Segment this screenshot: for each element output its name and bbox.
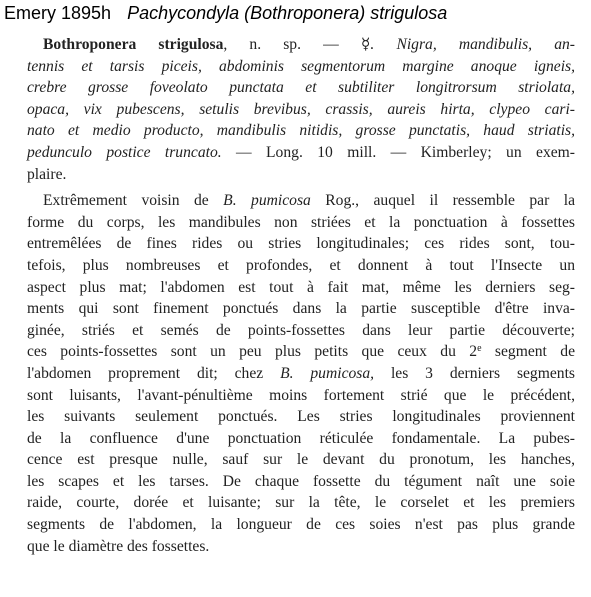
worker-caste-symbol: ☿: [360, 36, 371, 53]
text-line: tefois, plus nombreuses et profondes, et donnent à tout l'Insecte un: [27, 256, 575, 274]
text-line: tennis et tarsis piceis, abdominis segmentorum margine anoque igneis,: [27, 57, 575, 75]
header: [4, 3, 584, 29]
superscript: e: [477, 343, 482, 355]
taxon-title: Pachycondyla (Bothroponera) strigulosa: [127, 3, 448, 23]
scanned-text: [27, 34, 575, 557]
text-run: B. pumicosa: [223, 192, 311, 210]
text-run: Rog., auquel il ressemble par la: [310, 192, 575, 210]
text-line: segments de l'abdomen, la longueur de ces soies n'est pas plus grande: [27, 516, 575, 534]
text-run: , n. sp. —: [223, 36, 361, 53]
text-line: sont luisants, l'avant-pénultième moins fortement strié que le précédent,: [27, 386, 575, 404]
text-line: crebre grosse foveolato punctata et subtiliter longitrorsum striolata,: [27, 79, 575, 97]
text-run: segment de: [481, 343, 575, 361]
text-line: [27, 341, 575, 363]
text-run: l'abdomen proprement dit; chez: [27, 364, 281, 382]
text-run: — Long. 10 mill. — Kimberley; un exem-: [221, 143, 575, 161]
text-line: [27, 190, 575, 212]
text-run: pedunculo postice truncato.: [27, 143, 222, 161]
text-line: forme du corps, les mandibules non striées et la ponctuation à fossettes: [27, 213, 575, 231]
text-run: Extrêmement voisin de: [43, 192, 224, 210]
text-line: ments qui sont finement ponctués dans la partie susceptible d'être inva-: [27, 300, 575, 318]
text-line: entremêlées de fines rides ou stries longitudinales; ces rides sont, tou-: [27, 235, 575, 253]
text-line: opaca, vix pubescens, setulis brevibus, crassis, aureis hirta, clypeo cari-: [27, 100, 575, 118]
text-line: que le diamètre des fossettes.: [27, 537, 210, 555]
comparison-paragraph: [27, 190, 575, 557]
text-run: les 3 derniers segments: [374, 364, 575, 382]
text-line: [27, 363, 575, 385]
text-run: B. pumicosa,: [280, 364, 375, 382]
text-line: ginée, striés et semés de points-fossettes dans leur partie découverte;: [27, 321, 575, 339]
text-run: ces points-fossettes sont un peu plus petits que ceux du 2: [27, 343, 478, 361]
description-paragraph: [27, 34, 575, 185]
text-line: cence est presque nulle, sauf sur le devant du pronotum, les hanches,: [27, 451, 575, 469]
text-line: les scapes et les tarses. De chaque fossette du tégument naît une soie: [27, 472, 575, 490]
text-line: nato et medio producto, mandibulis nitidis, grosse punctatis, haud striatis,: [27, 122, 575, 140]
text-line: [27, 142, 575, 164]
text-line: [27, 34, 575, 56]
text-line: plaire.: [27, 165, 67, 183]
text-line: raide, courte, dorée et luisante; sur la tête, le corselet et les premiers: [27, 494, 575, 512]
species-name: Bothroponera strigulosa: [43, 36, 224, 53]
text-line: aspect plus mat; l'abdomen est tout à fait mat, même les derniers seg-: [27, 278, 575, 296]
text-run: . Nigra, mandibulis, an-: [370, 36, 575, 53]
text-line: de la confluence d'une ponctuation réticulée fondamentale. La pubes-: [27, 429, 575, 447]
author-year: Emery 1895h: [4, 3, 112, 23]
text-line: les suivants seulement ponctués. Les stries longitudinales proviennent: [27, 408, 575, 426]
